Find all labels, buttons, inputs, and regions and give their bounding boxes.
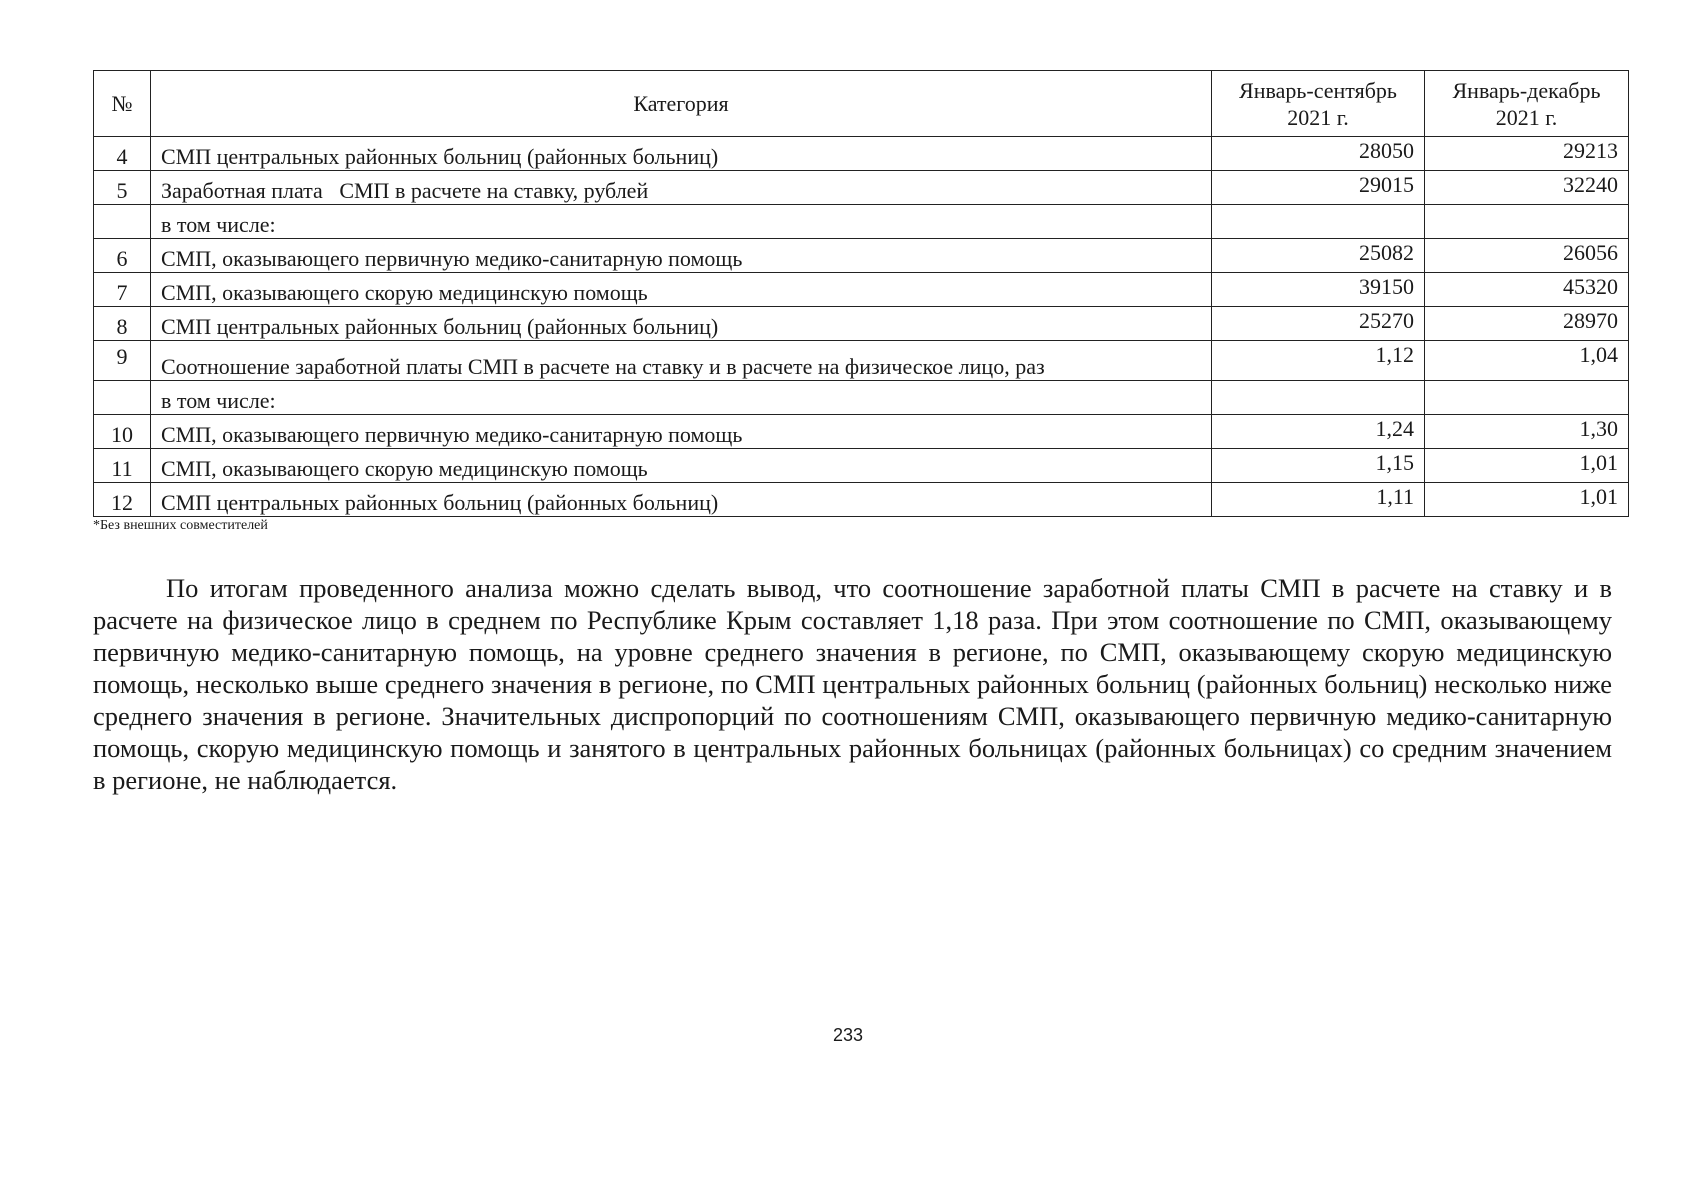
- row-category: СМП, оказывающего первичную медико-санитарную помощь: [151, 239, 1212, 273]
- row-value-jan-sep: 1,15: [1212, 449, 1425, 483]
- table-row: [94, 205, 1629, 239]
- header-num: №: [94, 71, 151, 137]
- row-value-jan-dec: [1425, 381, 1629, 415]
- row-num: 12: [94, 483, 151, 517]
- salary-table: [93, 70, 1629, 517]
- row-category: СМП, оказывающего скорую медицинскую помощь: [151, 449, 1212, 483]
- row-num: 4: [94, 137, 151, 171]
- row-num: 9: [94, 341, 151, 381]
- table-row: [94, 449, 1629, 483]
- row-value-jan-sep: 28050: [1212, 137, 1425, 171]
- header-jan-sep-line1: Январь-сентябрь: [1239, 77, 1397, 103]
- row-num: 11: [94, 449, 151, 483]
- row-num: [94, 205, 151, 239]
- row-category: СМП центральных районных больниц (районных больниц): [151, 307, 1212, 341]
- row-value-jan-dec: 1,04: [1425, 341, 1629, 381]
- row-value-jan-dec: 45320: [1425, 273, 1629, 307]
- row-category: Соотношение заработной платы СМП в расчете на ставку и в расчете на физическое лицо, раз: [151, 341, 1212, 381]
- row-value-jan-dec: 1,30: [1425, 415, 1629, 449]
- row-value-jan-sep: 25082: [1212, 239, 1425, 273]
- row-value-jan-dec: 32240: [1425, 171, 1629, 205]
- table-row: [94, 415, 1629, 449]
- row-category: в том числе:: [151, 205, 1212, 239]
- row-value-jan-dec: 1,01: [1425, 449, 1629, 483]
- table-row: [94, 239, 1629, 273]
- header-jan-dec: [1425, 71, 1629, 137]
- table-row: [94, 483, 1629, 517]
- row-value-jan-dec: 1,01: [1425, 483, 1629, 517]
- row-category: СМП, оказывающего скорую медицинскую помощь: [151, 273, 1212, 307]
- row-category: в том числе:: [151, 381, 1212, 415]
- row-value-jan-dec: 26056: [1425, 239, 1629, 273]
- header-jan-dec-line1: Январь-декабрь: [1452, 77, 1601, 103]
- row-value-jan-sep: [1212, 205, 1425, 239]
- table-row: [94, 273, 1629, 307]
- table-row: [94, 381, 1629, 415]
- row-category: СМП, оказывающего первичную медико-санитарную помощь: [151, 415, 1212, 449]
- row-category: СМП центральных районных больниц (районных больниц): [151, 483, 1212, 517]
- body-paragraph: По итогам проведенного анализа можно сделать вывод, что соотношение заработной платы СМП в расчете на ставку и в расчете на физическое лицо в среднем по Республике Крым составляет 1,18 раза. При этом соотношение по СМП, оказывающему первичную медико-санитарную помощь, на уровне среднего значения в регионе, по СМП, оказывающему скорую медицинскую помощь, несколько выше среднего значения в регионе, по СМП центральных районных больниц (районных больниц) несколько ниже среднего значения в регионе. Значительных диспропорций по соотношениям СМП, оказывающего первичную медико-санитарную помощь, скорую медицинскую помощь и занятого в центральных районных больницах (районных больницах) со средним значением в регионе, не наблюдается.: [93, 573, 1612, 795]
- header-jan-sep-line2: 2021 г.: [1287, 104, 1349, 130]
- row-value-jan-sep: 1,24: [1212, 415, 1425, 449]
- table-footnote: *Без внешних совместителей: [93, 518, 268, 533]
- row-num: 7: [94, 273, 151, 307]
- row-value-jan-sep: 1,11: [1212, 483, 1425, 517]
- row-value-jan-sep: 25270: [1212, 307, 1425, 341]
- row-num: 5: [94, 171, 151, 205]
- row-category: СМП центральных районных больниц (районных больниц): [151, 137, 1212, 171]
- row-value-jan-dec: [1425, 205, 1629, 239]
- table-row: [94, 307, 1629, 341]
- row-value-jan-sep: 1,12: [1212, 341, 1425, 381]
- row-value-jan-dec: 28970: [1425, 307, 1629, 341]
- header-jan-sep: [1212, 71, 1425, 137]
- row-num: 10: [94, 415, 151, 449]
- row-num: 8: [94, 307, 151, 341]
- header-jan-dec-line2: 2021 г.: [1495, 104, 1558, 130]
- row-value-jan-sep: 39150: [1212, 273, 1425, 307]
- row-num: [94, 381, 151, 415]
- page-number: 233: [832, 1025, 864, 1045]
- row-value-jan-dec: 29213: [1425, 137, 1629, 171]
- header-category: Категория: [151, 71, 1212, 137]
- table-row: [94, 137, 1629, 171]
- row-value-jan-sep: [1212, 381, 1425, 415]
- table-row: [94, 171, 1629, 205]
- row-value-jan-sep: 29015: [1212, 171, 1425, 205]
- row-num: 6: [94, 239, 151, 273]
- table-header-row: [94, 71, 1629, 137]
- table-row: [94, 341, 1629, 381]
- row-category: Заработная плата СМП в расчете на ставку, рублей: [151, 171, 1212, 205]
